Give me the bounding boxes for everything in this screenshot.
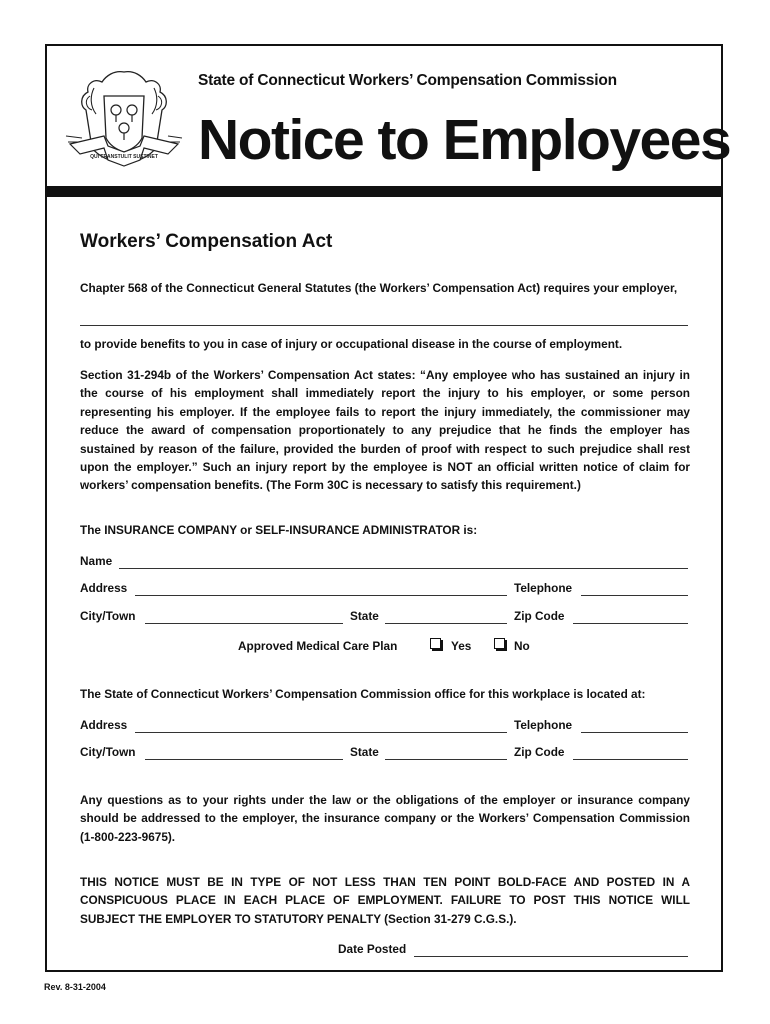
medical-plan-label: Approved Medical Care Plan — [238, 639, 398, 653]
office-address-label: Address — [80, 718, 128, 732]
agency-name: State of Connecticut Workers’ Compensation Commission — [198, 72, 617, 89]
section-31-294b-text: Section 31-294b of the Workers’ Compensation Act states: “Any employee who has sustained an injury in the course of his employment shall immediately report the injury to his employer, or some person representing his employer. If the employee fails to report the injury immediately, the commissioner may reduce the award of compensation proportionately to any prejudice that he finds the employer has sustained by reason of the failure, provided the burden of proof with respect to such prejudice shall rest upon the employer.” Such an injury report by the employee is NOT an official written notice of claim for workers’ compensation benefits. (The Form 30C is necessary to satisfy this requirement.) — [80, 368, 690, 493]
insurer-zip-field[interactable] — [573, 623, 688, 624]
insurer-name-label: Name — [80, 554, 113, 568]
office-zip-field[interactable] — [573, 759, 688, 760]
office-telephone-label: Telephone — [514, 718, 573, 732]
office-state-field[interactable] — [385, 759, 507, 760]
title-divider — [45, 186, 723, 197]
insurer-telephone-field[interactable] — [581, 595, 688, 596]
insurer-name-field[interactable] — [119, 568, 688, 569]
insurer-address-field[interactable] — [135, 595, 507, 596]
seal-motto: QUI TRANSTULIT SUSTINET — [90, 154, 158, 160]
page-title: Notice to Employees — [198, 108, 731, 172]
insurer-state-label: State — [350, 609, 379, 623]
medical-plan-no-label: No — [514, 639, 530, 653]
office-intro: The State of Connecticut Workers’ Compensation Commission office for this workplace is located at: — [80, 687, 646, 701]
insurer-city-label: City/Town — [80, 609, 136, 623]
office-zip-label: Zip Code — [514, 745, 565, 759]
date-posted-label: Date Posted — [338, 942, 407, 956]
insurer-address-label: Address — [80, 581, 128, 595]
insurer-telephone-label: Telephone — [514, 581, 573, 595]
posting-requirement-text: THIS NOTICE MUST BE IN TYPE OF NOT LESS THAN TEN POINT BOLD-FACE AND POSTED IN A CONSPICUOUS PLACE IN EACH PLACE OF EMPLOYMENT. FAILURE TO POST THIS NOTICE WILL SUBJECT THE EMPLOYER TO STATUTORY PENALTY (Section 31-279 C.G.S.). — [80, 875, 690, 926]
intro-line-1: Chapter 568 of the Connecticut General Statutes (the Workers’ Compensation Act) requires your employer, — [80, 281, 678, 295]
office-address-field[interactable] — [135, 732, 507, 733]
insurer-city-field[interactable] — [145, 623, 343, 624]
office-telephone-field[interactable] — [581, 732, 688, 733]
office-city-field[interactable] — [145, 759, 343, 760]
intro-line-2: to provide benefits to you in case of injury or occupational disease in the course of employment. — [80, 337, 623, 351]
office-city-label: City/Town — [80, 745, 136, 759]
medical-plan-yes-label: Yes — [451, 639, 472, 653]
questions-text: Any questions as to your rights under the law or the obligations of the employer or insurance company should be addressed to the employer, the insurance company or the Workers’ Compensation Commission (1-800-223-9675). — [80, 793, 690, 844]
insurer-state-field[interactable] — [385, 623, 507, 624]
revision-date: Rev. 8-31-2004 — [44, 982, 106, 992]
medical-plan-yes-checkbox[interactable] — [430, 638, 441, 649]
insurer-intro: The INSURANCE COMPANY or SELF-INSURANCE ADMINISTRATOR is: — [80, 523, 478, 537]
section-heading: Workers’ Compensation Act — [80, 231, 333, 252]
employer-name-field[interactable] — [80, 325, 688, 326]
state-seal-logo — [64, 66, 184, 176]
date-posted-field[interactable] — [414, 956, 688, 957]
insurer-zip-label: Zip Code — [514, 609, 565, 623]
office-state-label: State — [350, 745, 379, 759]
medical-plan-no-checkbox[interactable] — [494, 638, 505, 649]
